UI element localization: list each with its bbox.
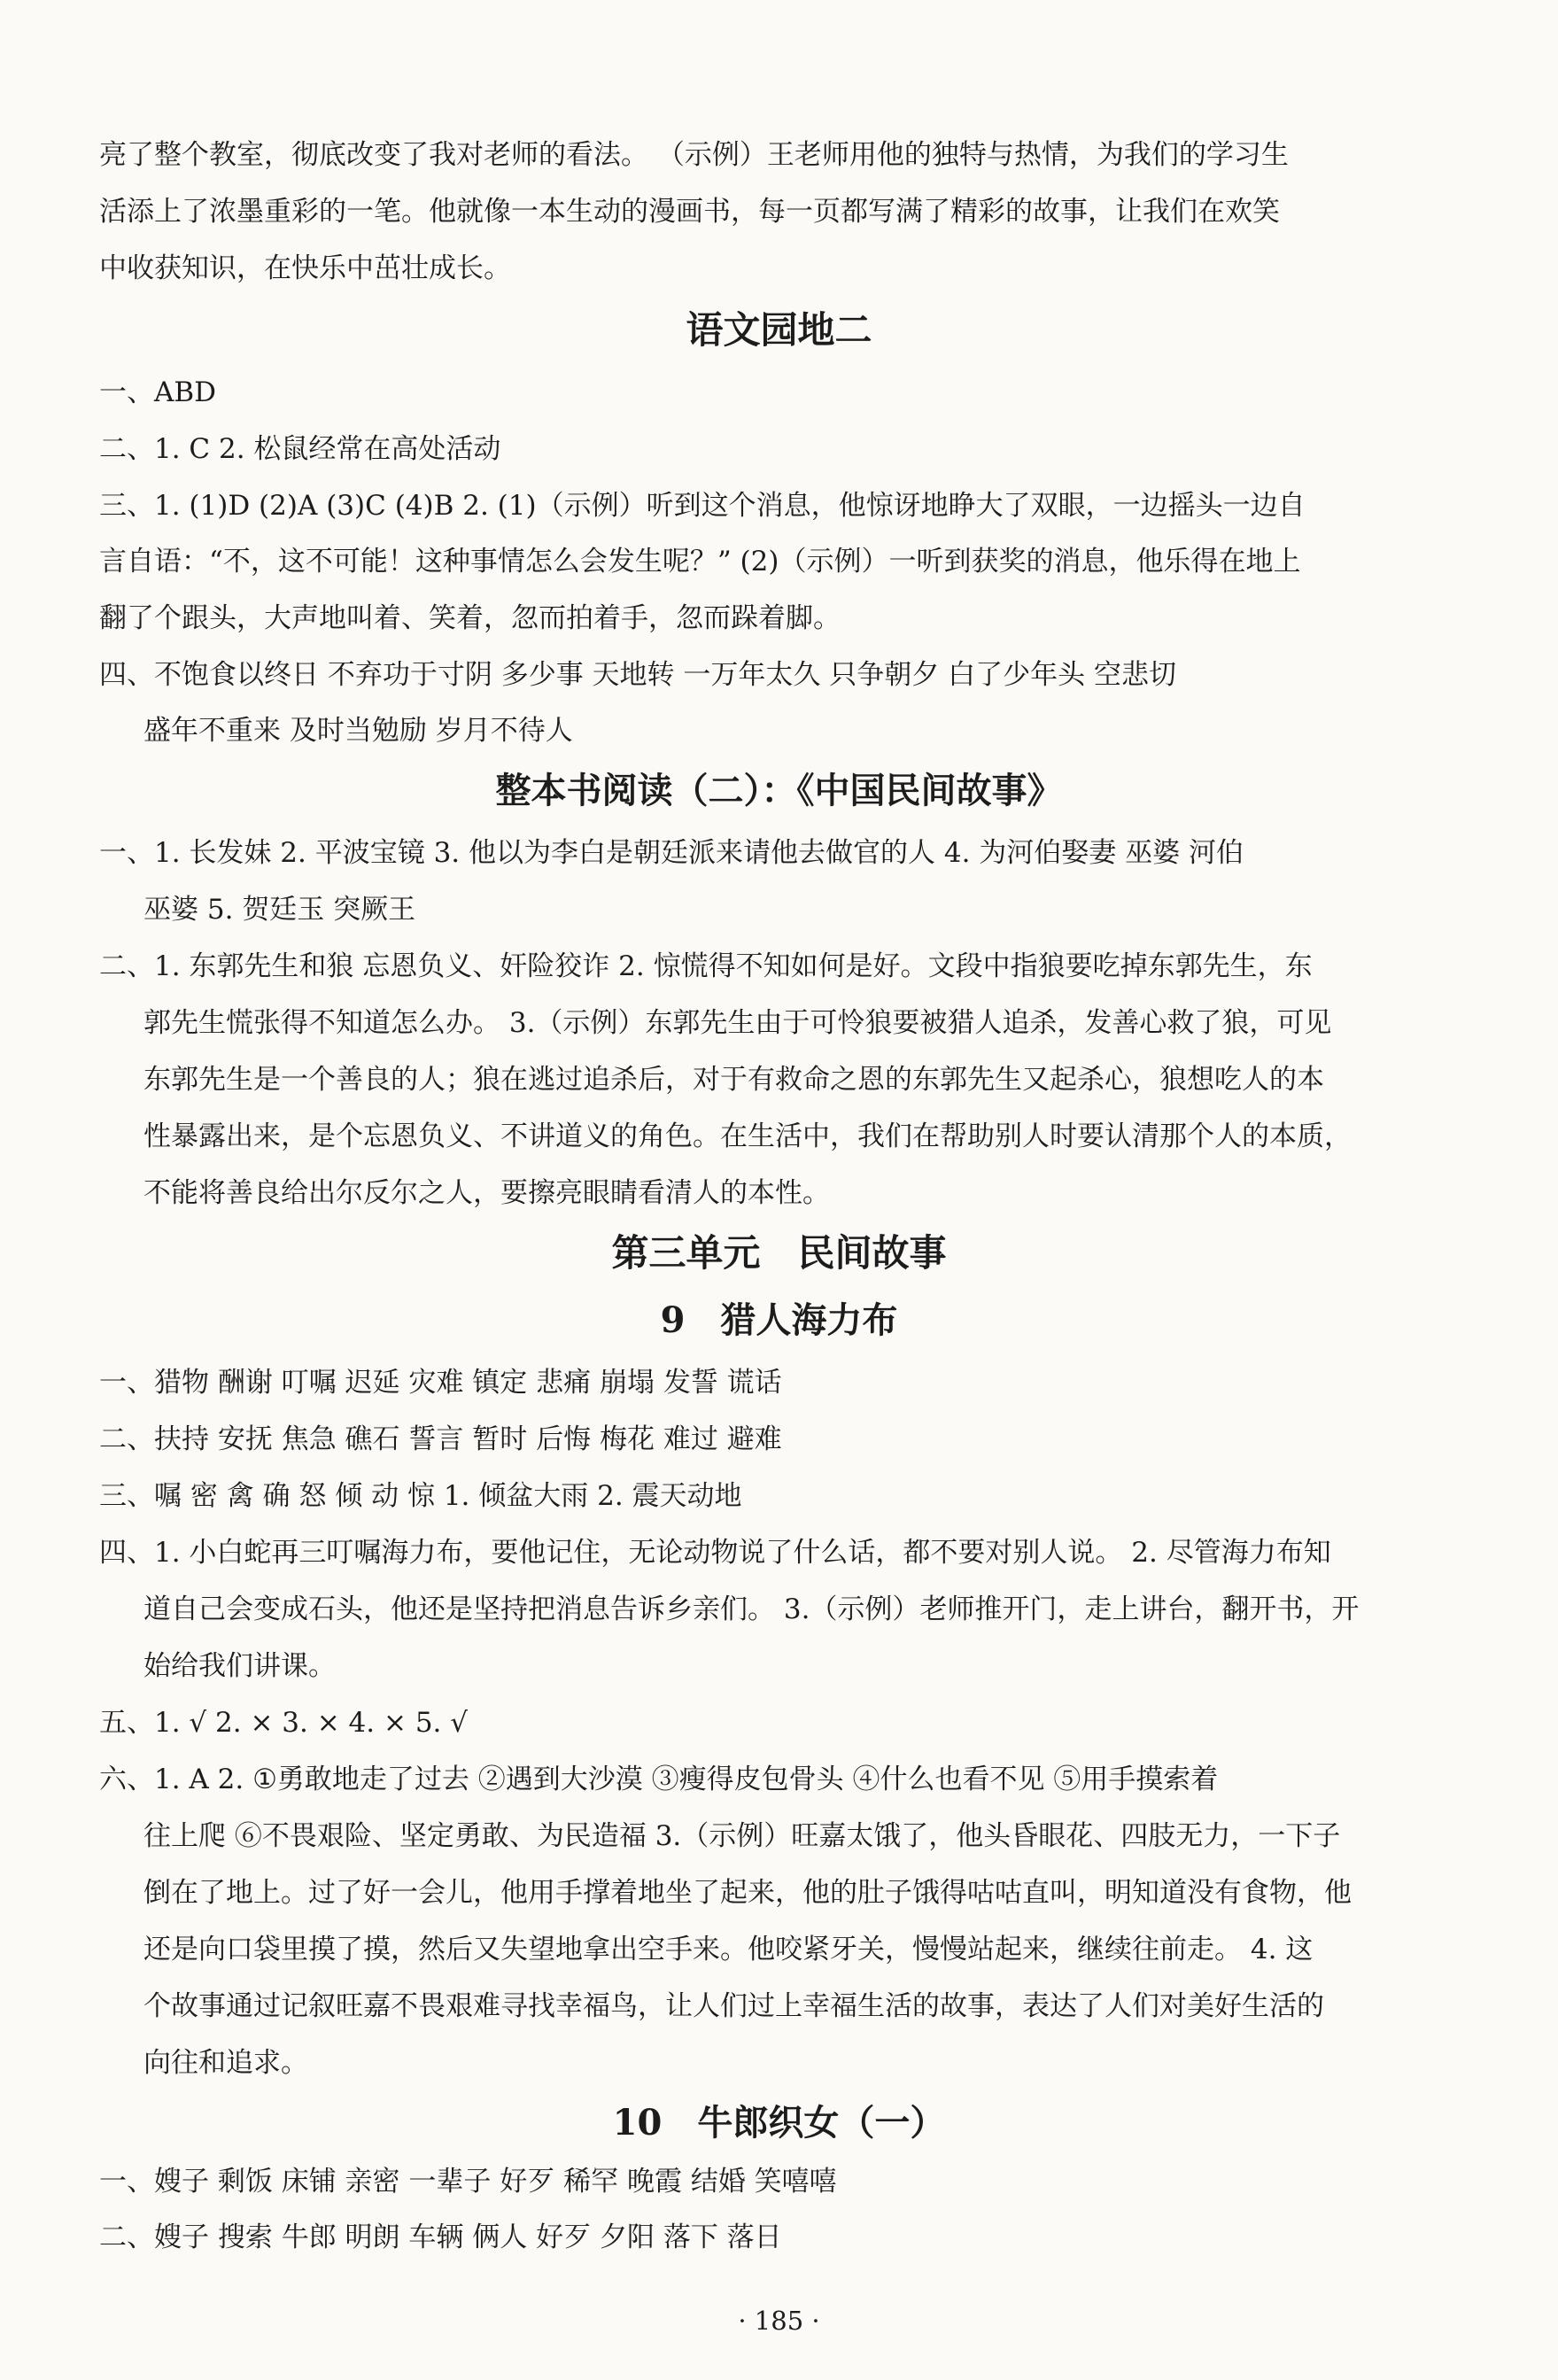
answer-line: 倒在了地上。过了好一会儿，他用手撑着地坐了起来，他的肚子饿得咕咕直叫，明知道没有食物，他	[143, 1877, 1352, 1909]
answer-line: 向往和追求。	[143, 2047, 308, 2079]
answer-line: 盛年不重来 及时当勉励 岁月不待人	[143, 715, 573, 747]
lesson-heading: 10 牛郎织女（一）	[612, 2102, 946, 2144]
answer-line: 郭先生慌张得不知道怎么办。 3.（示例）东郭先生由于可怜狼要被猎人追杀，发善心救了狼，可见	[143, 1007, 1332, 1039]
answer-line: 一、1. 长发妹 2. 平波宝镜 3. 他以为李白是朝廷派来请他去做官的人 4. 为河伯娶妻 巫婆 河伯	[99, 837, 1244, 869]
answer-line: 二、1. C 2. 松鼠经常在高处活动	[99, 433, 501, 465]
text-line: 中收获知识，在快乐中茁壮成长。	[99, 252, 511, 284]
answer-line: 六、1. A 2. ①勇敢地走了过去 ②遇到大沙漠 ③瘦得皮包骨头 ④什么也看不见 ⑤用手摸索着	[99, 1764, 1219, 1795]
answer-line: 二、1. 东郭先生和狼 忘恩负义、奸险狡诈 2. 惊慌得不知如何是好。文段中指狼要吃掉东郭先生，东	[99, 950, 1313, 982]
answer-line: 一、ABD	[99, 376, 217, 408]
answer-line: 还是向口袋里摸了摸，然后又失望地拿出空手来。他咬紧牙关，慢慢站起来，继续往前走。 4. 这	[143, 1934, 1314, 1965]
answer-line: 五、1. √ 2. × 3. × 4. × 5. √	[99, 1707, 469, 1739]
unit-heading: 第三单元 民间故事	[611, 1231, 947, 1275]
answer-line: 言自语：“不，这不可能！这种事情怎么会发生呢？” (2)（示例）一听到获奖的消息，他乐得在地上	[99, 546, 1301, 578]
lesson-heading: 9 猎人海力布	[660, 1299, 898, 1341]
answer-line: 翻了个跟头，大声地叫着、笑着，忽而拍着手，忽而跺着脚。	[99, 602, 841, 634]
answer-line: 三、嘱 密 禽 确 怒 倾 动 惊 1. 倾盆大雨 2. 震天动地	[99, 1480, 742, 1512]
answer-line: 二、扶持 安抚 焦急 礁石 誓言 暂时 后悔 梅花 难过 避难	[99, 1423, 782, 1455]
answer-line: 一、嫂子 剩饭 床铺 亲密 一辈子 好歹 稀罕 晚霞 结婚 笑嘻嘻	[99, 2166, 837, 2198]
answer-line: 四、1. 小白蛇再三叮嘱海力布，要他记住，无论动物说了什么话，都不要对别人说。 2. 尽管海力布知	[99, 1537, 1331, 1569]
answer-line: 二、嫂子 搜索 牛郎 明朗 车辆 俩人 好歹 夕阳 落下 落日	[99, 2221, 782, 2253]
answer-line: 道自己会变成石头，他还是坚持把消息告诉乡亲们。 3.（示例）老师推开门，走上讲台，翻开书，开	[143, 1593, 1360, 1625]
answer-line: 三、1. (1)D (2)A (3)C (4)B 2. (1)（示例）听到这个消息，他惊讶地睁大了双眼，一边摇头一边自	[99, 490, 1306, 522]
page-number: · 185 ·	[738, 2306, 820, 2336]
answer-line: 巫婆 5. 贺廷玉 突厥王	[143, 894, 416, 926]
answer-line: 个故事通过记叙旺嘉不畏艰难寻找幸福鸟，让人们过上幸福生活的故事，表达了人们对美好生活的	[143, 1990, 1324, 2022]
text-line: 亮了整个教室，彻底改变了我对老师的看法。 （示例）王老师用他的独特与热情，为我们的学习生	[99, 139, 1289, 171]
answer-line: 不能将善良给出尔反尔之人，要擦亮眼睛看清人的本性。	[143, 1177, 830, 1209]
answer-line: 始给我们讲课。	[143, 1650, 336, 1682]
answer-line: 性暴露出来，是个忘恩负义、不讲道义的角色。在生活中，我们在帮助别人时要认清那个人的本质，	[143, 1120, 1352, 1152]
answer-line: 一、猎物 酬谢 叮嘱 迟延 灾难 镇定 悲痛 崩塌 发誓 谎话	[99, 1367, 782, 1399]
section-heading: 语文园地二	[686, 308, 872, 352]
answer-line: 四、不饱食以终日 不弃功于寸阴 多少事 天地转 一万年太久 只争朝夕 白了少年头 空悲切	[99, 659, 1176, 691]
section-heading: 整本书阅读（二）：《中国民间故事》	[495, 770, 1063, 811]
answer-line: 往上爬 ⑥不畏艰险、坚定勇敢、为民造福 3.（示例）旺嘉太饿了，他头昏眼花、四肢无力，一下子	[143, 1820, 1341, 1852]
text-line: 活添上了浓墨重彩的一笔。他就像一本生动的漫画书，每一页都写满了精彩的故事，让我们在欢笑	[99, 196, 1280, 228]
answer-line: 东郭先生是一个善良的人；狼在逃过追杀后，对于有救命之恩的东郭先生又起杀心，狼想吃人的本	[143, 1064, 1324, 1096]
